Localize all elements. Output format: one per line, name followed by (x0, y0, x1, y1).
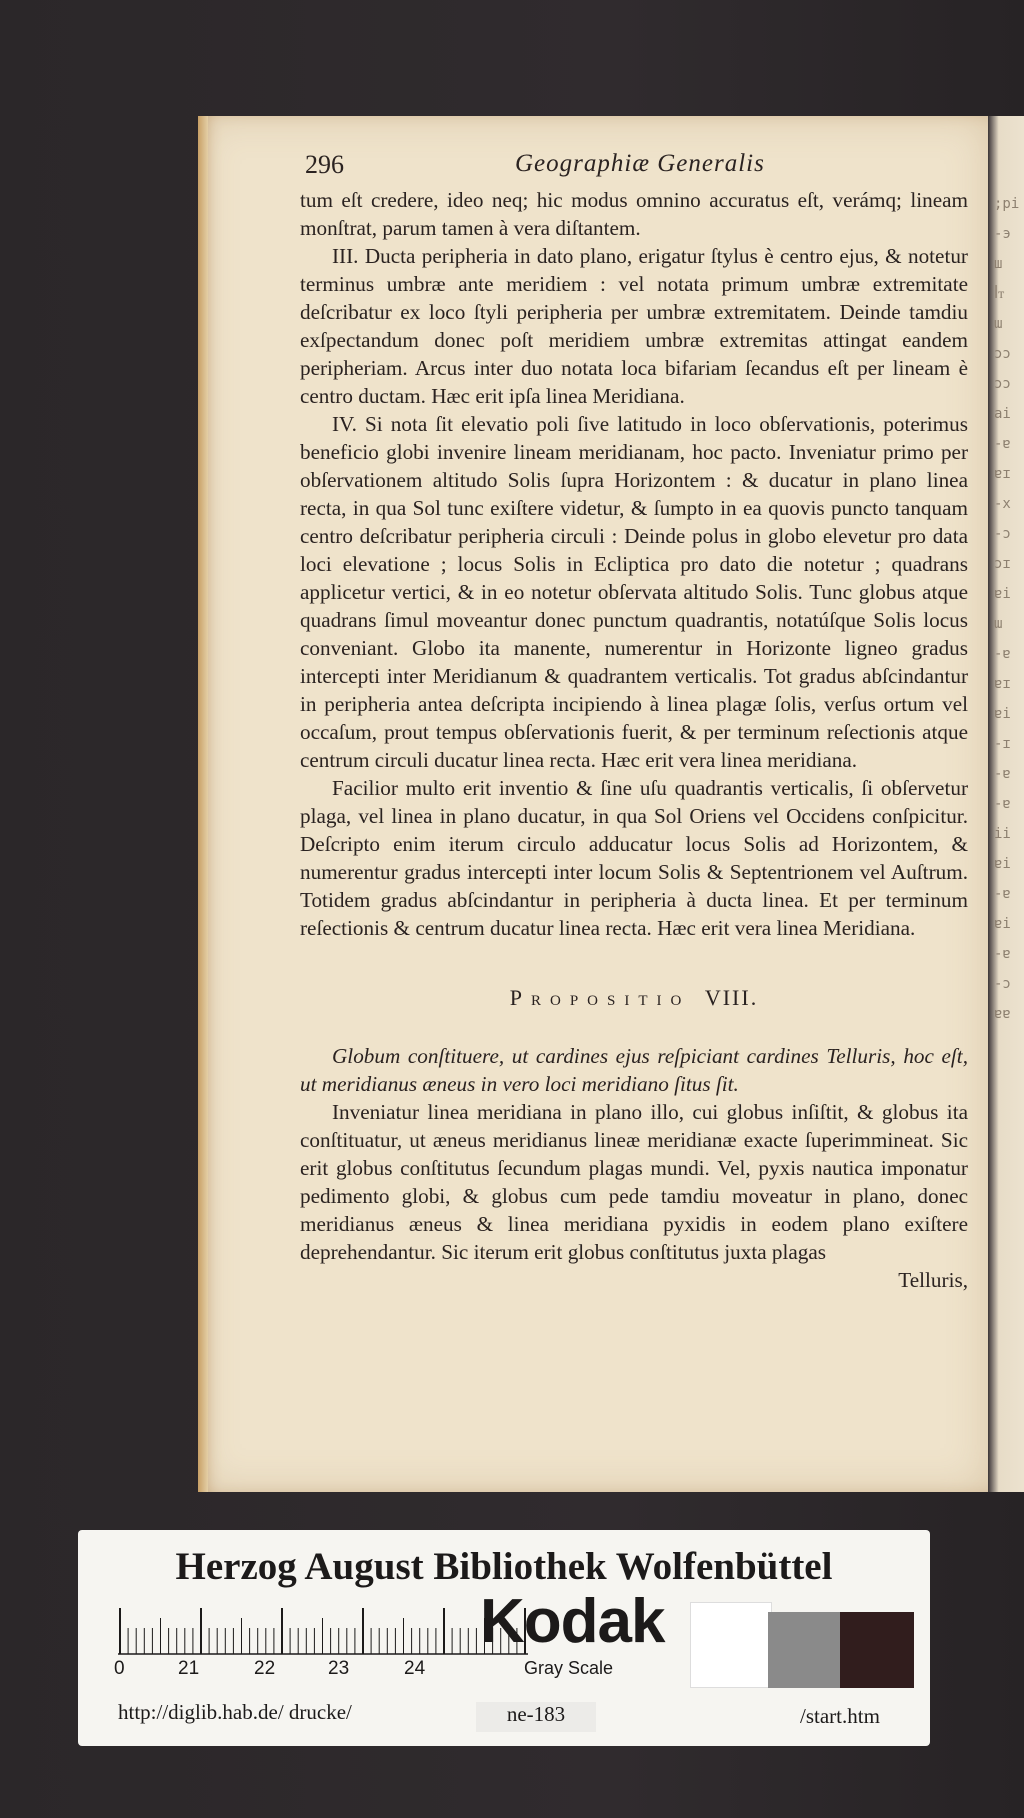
facing-page-fragment: ɐi (994, 706, 1011, 722)
measurement-ruler (114, 1600, 534, 1680)
facing-page-fragment: ɔɔ (994, 376, 1011, 392)
proposition-heading (300, 984, 968, 1012)
ruler-label-0: 0 (114, 1658, 125, 1679)
page-header (305, 150, 945, 186)
facing-page-fragment: ii (994, 826, 1011, 842)
facing-page-fragment: -x (994, 496, 1011, 512)
url-suffix: /start.htm (800, 1704, 880, 1728)
url-base: http://diglib.hab.de/ drucke/ (118, 1700, 352, 1724)
paragraph-continuation: tum eſt credere, ideo neq; hic modus omnino accuratus eſt, verámq; lineam monſtrat, parum tamen à vera diſtantem. (300, 188, 968, 240)
facing-page-fragment: ꟾᴛ (994, 286, 1005, 302)
facing-page-fragment: ɐɪ (994, 676, 1011, 692)
facing-page-fragment: ɯ (994, 616, 1003, 632)
page-number: 296 (305, 150, 344, 179)
ruler-label-23: 23 (328, 1658, 350, 1679)
paragraph-iv: IV. Si nota ſit elevatio poli ſive latitudo in loco obſervationis, poterimus beneficio globi invenire lineam meridianam, hoc pacto. Inveniatur primo per obſervationem altitudo Solis ſupra Horizontem : & ducatur in plano linea recta, in qua Sol tunc exiſtere videtur, & ſumpto in ea quovis puncto tanquam centro deſcribatur peripheria circuli : Deinde polus in globo elevetur pro data loci elevatione ; locus Solis in Ecliptica pro dato die notetur ; quadrans applicetur vertici, & in eo notetur obſervata altitudo Solis. Tunc globus atque quadrans ſimul moveantur donec punctum quadrantis, notatúſque Solis locus conveniant. Globo ita manente, numerentur in Horizonte ligneo gradus intercepti inter Meridianum & quadrantem verticalis. Tot gradus abſcindantur in peripheria antea deſcripta incipiendo à linea plagæ ſolis, verſus ortum vel occaſum, prout tempus obſervationis fuerit, & per terminum reſectionis atque centrum circuli ducatur linea recta. Hæc erit vera linea meridiana. (300, 412, 968, 772)
facing-page-fragment: -э (994, 226, 1011, 242)
facing-page-fragment: ai (994, 406, 1011, 422)
ruler-ticks (114, 1600, 534, 1656)
ruler-label-22: 22 (254, 1658, 276, 1679)
kodak-logo: Kodak (480, 1587, 665, 1656)
facing-page-fragment: ɯ (994, 316, 1003, 332)
facing-page-fragment: ɔɪ (994, 556, 1011, 572)
facing-page-fragment: -ɔ (994, 526, 1011, 542)
facing-page-fragment: -ɐ (994, 946, 1011, 962)
facing-page-fragment: -ɪ (994, 736, 1011, 752)
proposition-enunciation: Globum conſtituere, ut cardines ejus reſpiciant cardines Telluris, hoc eſt, ut meridianus æneus in vero loci meridiano ſitus ſit. (300, 1044, 968, 1096)
text-block (300, 186, 968, 1294)
proposition-number: VIII. (704, 985, 759, 1010)
facing-page-fragment: -ɐ (994, 796, 1011, 812)
facing-page-fragment: ɐi (994, 856, 1011, 872)
proposition-word: Propositio (509, 985, 691, 1010)
ruler-label-24: 24 (404, 1658, 426, 1679)
facing-page-fragment: ɐi (994, 586, 1011, 602)
facing-page-fragment: -ɐ (994, 646, 1011, 662)
paragraph-solution: Inveniatur linea meridiana in plano illo, cui globus inſiſtit, & globus ita conſtituatur, ut æneus meridianus lineæ meridianæ exacte ſuperimmineat. Sic erit globus conſtitutus ſecundum plagas mundi. Vel, pyxis nautica imponatur pedimento globi, & globus cum pede tamdiu moveatur in plano, donec meridianus æneus & linea meridiana pyxidis in eodem plano exiſtere deprehendantur. Sic iterum erit globus conſtitutus juxta plagas (300, 1100, 968, 1264)
facing-page-fragment: ш (994, 256, 1003, 272)
facing-page-fragment: ɐɪ (994, 466, 1011, 482)
paragraph-facilior: Facilior multo erit inventio & ſine uſu quadrantis verticalis, ſi obſervetur plaga, vel linea in plano ducatur, in qua Sol Oriens vel Occidens conſpicitur. Deſcripto enim iterum circulo adducatur locus Solis ad Horizontem, & numerentur gradus intercepti inter locum Solis & Septentrionem vel Auſtrum. Totidem gradus abſcindantur in peripheria à ducta linea. Et per terminum reſectionis & centrum ducatur linea recta. Hæc erit vera linea Meridiana. (300, 776, 968, 940)
white-patch (690, 1602, 772, 1688)
facing-page-fragment: ɔɔ (994, 346, 1011, 362)
paragraph-iii: III. Ducta peripheria in dato plano, erigatur ſtylus è centro ejus, & notetur terminus umbræ ante meridiem : vel notata primum umbræ extremitate deſcribatur ex loco ſtyli peripheria per umbræ extremitatem. Deinde tamdiu exſpectandum donec poſt meridiem umbræ extremitas attingat eandem peripheriam. Arcus inter duo notata loca bifariam ſecandus eſt per lineam è centro ductam. Hæc erit ipſa linea Meridiana. (300, 244, 968, 408)
running-head: Geographiæ Generalis (515, 150, 765, 177)
gray-patch (768, 1612, 842, 1688)
page-edge-stain (198, 116, 208, 1492)
institution-name: Herzog August Bibliothek Wolfenbüttel (175, 1545, 833, 1588)
gray-scale-label: Gray Scale (524, 1658, 614, 1678)
facing-page-fragment: ;pi (994, 196, 1020, 212)
ruler-label-21: 21 (178, 1658, 200, 1679)
dark-patch (840, 1612, 914, 1688)
facing-page-fragment: ɐi (994, 916, 1011, 932)
facing-page-fragment: -ɐ (994, 886, 1011, 902)
facing-page-fragment: -ɐ (994, 436, 1011, 452)
facing-page-fragment: ɐɐ (994, 1006, 1011, 1022)
shelfmark: ne-183 (476, 1702, 596, 1732)
catchword: Telluris, (898, 1268, 968, 1292)
target-card (78, 1530, 930, 1746)
facing-page-fragment: -ɔ (994, 976, 1011, 992)
facing-page-fragment: -ɐ (994, 766, 1011, 782)
